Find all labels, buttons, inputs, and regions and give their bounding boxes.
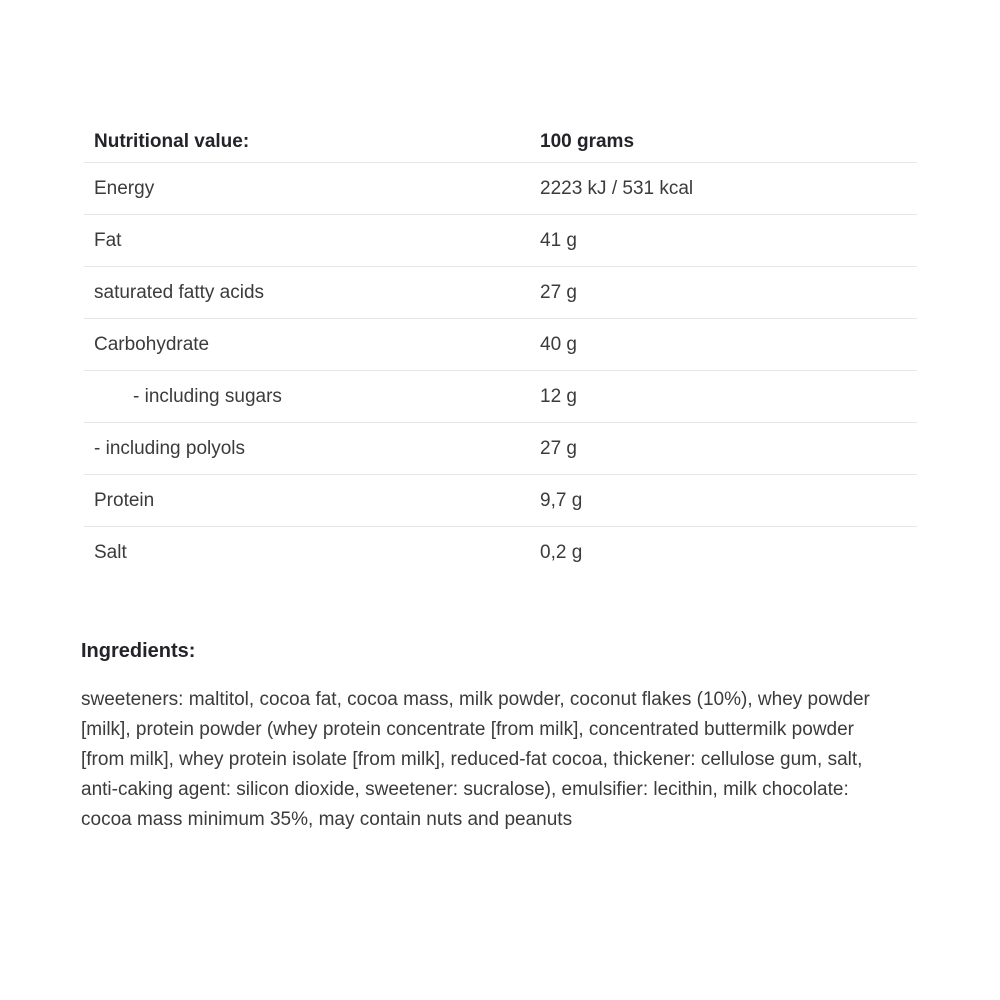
table-row-fat: [84, 215, 917, 267]
row-value: 27 g: [540, 437, 577, 459]
row-value: 9,7 g: [540, 489, 583, 511]
row-value: 2223 kJ / 531 kcal: [540, 177, 694, 199]
row-value: 41 g: [540, 229, 577, 251]
row-value: 27 g: [540, 281, 577, 303]
ingredients-text: sweeteners: maltitol, cocoa fat, cocoa mass, milk powder, coconut flakes (10%), whey powder [milk], protein powder (whey protein concentrate [from milk], concentrated buttermilk powder [from milk], whey protein isolate [from milk], reduced-fat cocoa, thickener: cellulose gum, salt, anti-caking agent: silicon dioxide, sweetener: sucralose), emulsifier: lecithin, milk chocolate: cocoa mass minimum 35%, may contain nuts and peanuts: [81, 689, 870, 830]
table-row-including-sugars: [84, 371, 917, 423]
nutrition-header-label: Nutritional value:: [94, 130, 250, 152]
table-row-protein: [84, 475, 917, 527]
table-row-carbohydrate: [84, 319, 917, 371]
nutrition-header-value: 100 grams: [540, 130, 635, 152]
row-label: - including polyols: [94, 437, 246, 459]
table-row-salt: [84, 527, 917, 579]
table-row-saturated-fatty-acids: [84, 267, 917, 319]
row-label: - including sugars: [133, 385, 282, 407]
row-label: Fat: [94, 229, 122, 251]
row-value: 40 g: [540, 333, 577, 355]
row-value: 0,2 g: [540, 542, 583, 563]
row-value: 12 g: [540, 385, 577, 407]
row-label: Energy: [94, 177, 155, 199]
ingredients-section: [81, 639, 893, 835]
table-row-energy: [84, 163, 917, 215]
row-label: Salt: [94, 542, 127, 563]
table-row-including-polyols: [84, 423, 917, 475]
row-label: saturated fatty acids: [94, 281, 265, 303]
nutrition-table: [84, 121, 917, 579]
row-label: Carbohydrate: [94, 333, 210, 355]
nutrition-table-header-row: [84, 121, 917, 163]
row-label: Protein: [94, 489, 155, 511]
ingredients-heading: Ingredients:: [81, 640, 196, 662]
